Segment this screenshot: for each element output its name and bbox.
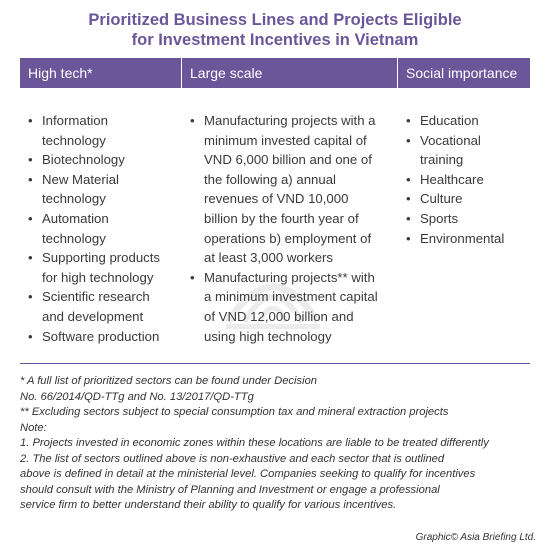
bullet-icon: • [28, 328, 33, 344]
list-item: • New Material technology [28, 171, 119, 207]
header-high-tech: High tech* [28, 65, 93, 81]
large-scale-list [188, 111, 378, 346]
list-item: • Education [404, 111, 524, 131]
list-item: • Culture [404, 189, 524, 209]
footnote-line: 1. Projects invested in economic zones within these locations are liable to be treated differently [20, 437, 489, 449]
title-line-2: for Investment Incentives in Vietnam [131, 31, 419, 49]
list-item: • Supporting products for high technology [28, 250, 161, 285]
footnote-line: No. 66/2014/QD-TTg and No. 13/2017/QD-TTg [20, 390, 254, 403]
bullet-icon: • [406, 113, 411, 128]
bullet-icon: • [406, 132, 411, 148]
footnote-line: above is defined in detail at the ministerial level. Companies seeking to qualify for incentives [20, 468, 476, 480]
bullet-icon: • [190, 113, 195, 128]
list-item: • Manufacturing projects with a minimum invested capital of VND 6,000 billion and one of the following a) annual revenues of VND 10,000 billion by the fourth year of operations b) employment of at least 3,000 workers [190, 113, 376, 266]
bullet-icon: • [28, 171, 33, 187]
high-tech-list [26, 111, 171, 346]
bullet-icon: • [28, 210, 33, 226]
bullet-icon: • [28, 289, 33, 305]
list-item: • Sports [404, 209, 524, 229]
list-item: • Automation technology [28, 210, 109, 246]
bullet-icon: • [406, 171, 411, 187]
list-item: • Healthcare [404, 170, 524, 190]
bullet-icon: • [406, 191, 411, 207]
footnote-line: ** Excluding sectors subject to special consumption tax and mineral extraction projects [20, 406, 449, 418]
list-item: • Scientific research and development [28, 289, 150, 324]
title-line-1: Prioritized Business Lines and Projects Eligible [88, 11, 462, 29]
social-importance-list [404, 111, 524, 248]
list-item: • Vocational training [406, 132, 481, 168]
page-title [0, 10, 550, 50]
graphic-credit: Graphic© Asia Briefing Ltd. [415, 532, 536, 543]
bullet-icon: • [28, 113, 33, 128]
list-item: • Information technology [28, 113, 108, 148]
header-large-scale: Large scale [181, 58, 397, 88]
footnote-line: service firm to better understand their ability to qualify for various incentives. [20, 499, 397, 511]
footnote-line: 2. The list of sectors outlined above is non-exhaustive and each sector that is outlined [20, 452, 445, 465]
bullet-icon: • [406, 230, 411, 246]
footnote-line: should consult with the Ministry of Planning and Investment or engage a professional [20, 483, 440, 496]
bullet-icon: • [28, 152, 33, 168]
bullet-icon: • [190, 269, 195, 285]
footnote-line: Note: [20, 421, 47, 434]
bullet-icon: • [406, 210, 411, 226]
list-item: • Environmental [404, 229, 524, 249]
header-social-importance: Social importance [397, 58, 530, 88]
list-item: • Biotechnology [26, 150, 171, 170]
footnotes [20, 374, 540, 514]
list-item: • Software production [26, 327, 171, 347]
section-divider [20, 363, 530, 364]
list-item: • Manufacturing projects** with a minimum investment capital of VND 12,000 billion and using high technology [190, 269, 378, 344]
footnote-line: * A full list of prioritized sectors can be found under Decision [20, 375, 318, 387]
table-header [20, 58, 530, 88]
bullet-icon: • [28, 250, 33, 266]
